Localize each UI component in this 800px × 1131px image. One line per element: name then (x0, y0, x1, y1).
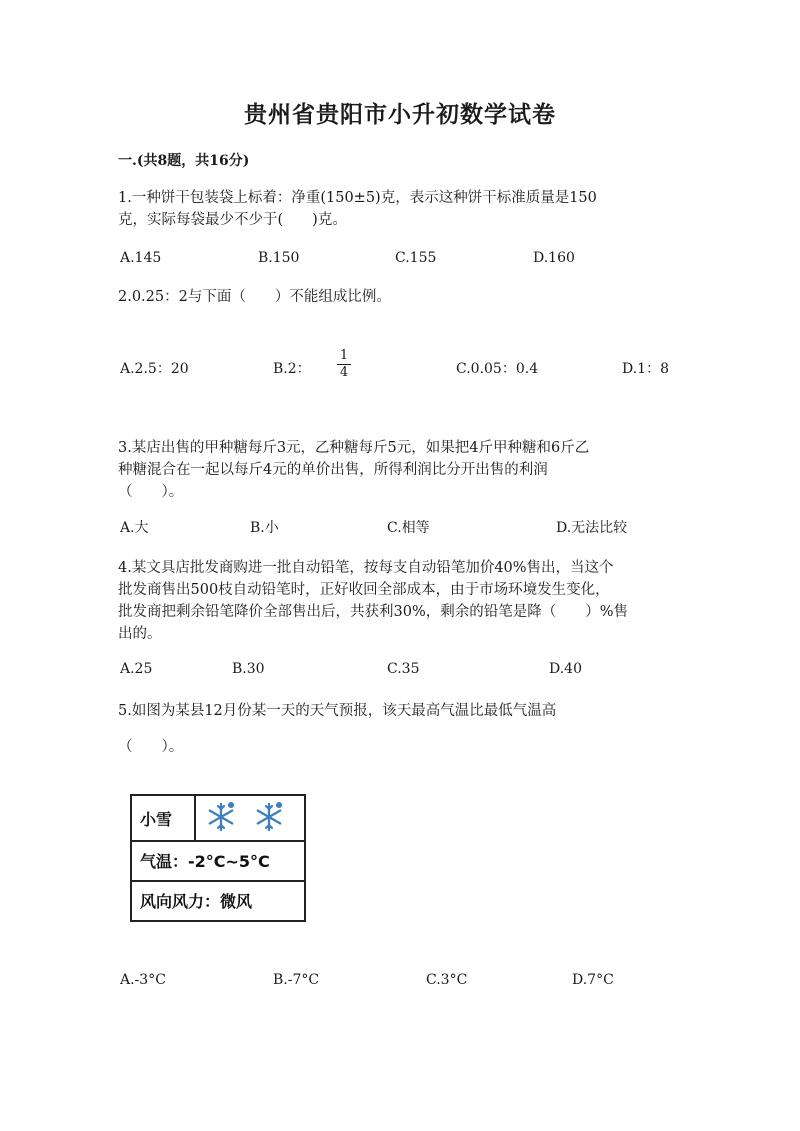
question-2-option-b-fraction (337, 349, 351, 380)
question-3-option-c: C.相等 (387, 520, 430, 536)
question-1-line-2: 克，实际每袋最少不少于( )克。 (118, 212, 347, 228)
snowflake-icon (204, 800, 238, 834)
question-3-option-a: A.大 (120, 520, 149, 536)
question-4-line-2: 批发商售出500枝自动铅笔时，正好收回全部成本，由于市场环境发生变化， (118, 582, 610, 598)
question-5-option-d: D.7°C (572, 972, 614, 988)
question-1-option-a: A.145 (120, 250, 162, 266)
weather-condition-row (132, 796, 304, 842)
weather-temperature: 气温：-2°C~5°C (140, 852, 270, 871)
question-4-line-3: 批发商把剩余铅笔降价全部售出后，共获利30%，剩余的铅笔是降（ ）%售 (118, 604, 629, 620)
snowflake-icon (252, 800, 286, 834)
question-2-option-a: A.2.5：20 (120, 361, 189, 377)
section-heading: 一.(共8题，共16分) (118, 153, 250, 169)
question-4-option-c: C.35 (387, 661, 420, 677)
question-5-line-2: （ ）。 (118, 739, 184, 755)
question-3-option-d: D.无法比较 (556, 520, 628, 536)
question-3-line-2: 种糖混合在一起以每斤4元的单价出售，所得利润比分开出售的利润 (118, 462, 548, 478)
weather-wind: 风向风力：微风 (140, 892, 253, 911)
question-4-line-4: 出的。 (118, 626, 162, 642)
question-2-option-b: B.2： (273, 361, 311, 377)
weather-temperature-row (132, 840, 304, 882)
weather-wind-row (132, 880, 304, 920)
question-4-option-d: D.40 (549, 661, 582, 677)
question-5-option-c: C.3°C (426, 972, 468, 988)
weather-divider (194, 796, 196, 840)
question-5-option-b: B.-7°C (273, 972, 320, 988)
weather-forecast-card (130, 794, 306, 922)
question-3-option-b: B.小 (250, 520, 279, 536)
question-1-option-b: B.150 (258, 250, 300, 266)
fraction-denominator: 4 (339, 365, 349, 380)
question-1-option-c: C.155 (395, 250, 437, 266)
question-5-line-1: 5.如图为某县12月份某一天的天气预报，该天最高气温比最低气温高 (118, 703, 557, 719)
question-4-option-b: B.30 (232, 661, 265, 677)
question-3-line-1: 3.某店出售的甲种糖每斤3元，乙种糖每斤5元，如果把4斤甲种糖和6斤乙 (118, 440, 590, 456)
question-3-line-3: （ ）。 (118, 484, 184, 500)
question-1-option-d: D.160 (533, 250, 575, 266)
question-1-line-1: 1.一种饼干包装袋上标着：净重(150±5)克，表示这种饼干标准质量是150 (118, 190, 597, 206)
question-5-option-a: A.-3°C (120, 972, 166, 988)
page-title: 贵州省贵阳市小升初数学试卷 (244, 101, 556, 128)
question-4-line-1: 4.某文具店批发商购进一批自动铅笔，按每支自动铅笔加价40%售出，当这个 (118, 560, 614, 576)
weather-condition: 小雪 (140, 810, 173, 829)
question-2-option-d: D.1：8 (622, 361, 669, 377)
question-4-option-a: A.25 (120, 661, 153, 677)
fraction-numerator: 1 (339, 348, 349, 363)
question-2-line-1: 2.0.25：2与下面（ ）不能组成比例。 (118, 289, 391, 305)
question-2-option-c: C.0.05：0.4 (456, 361, 539, 377)
